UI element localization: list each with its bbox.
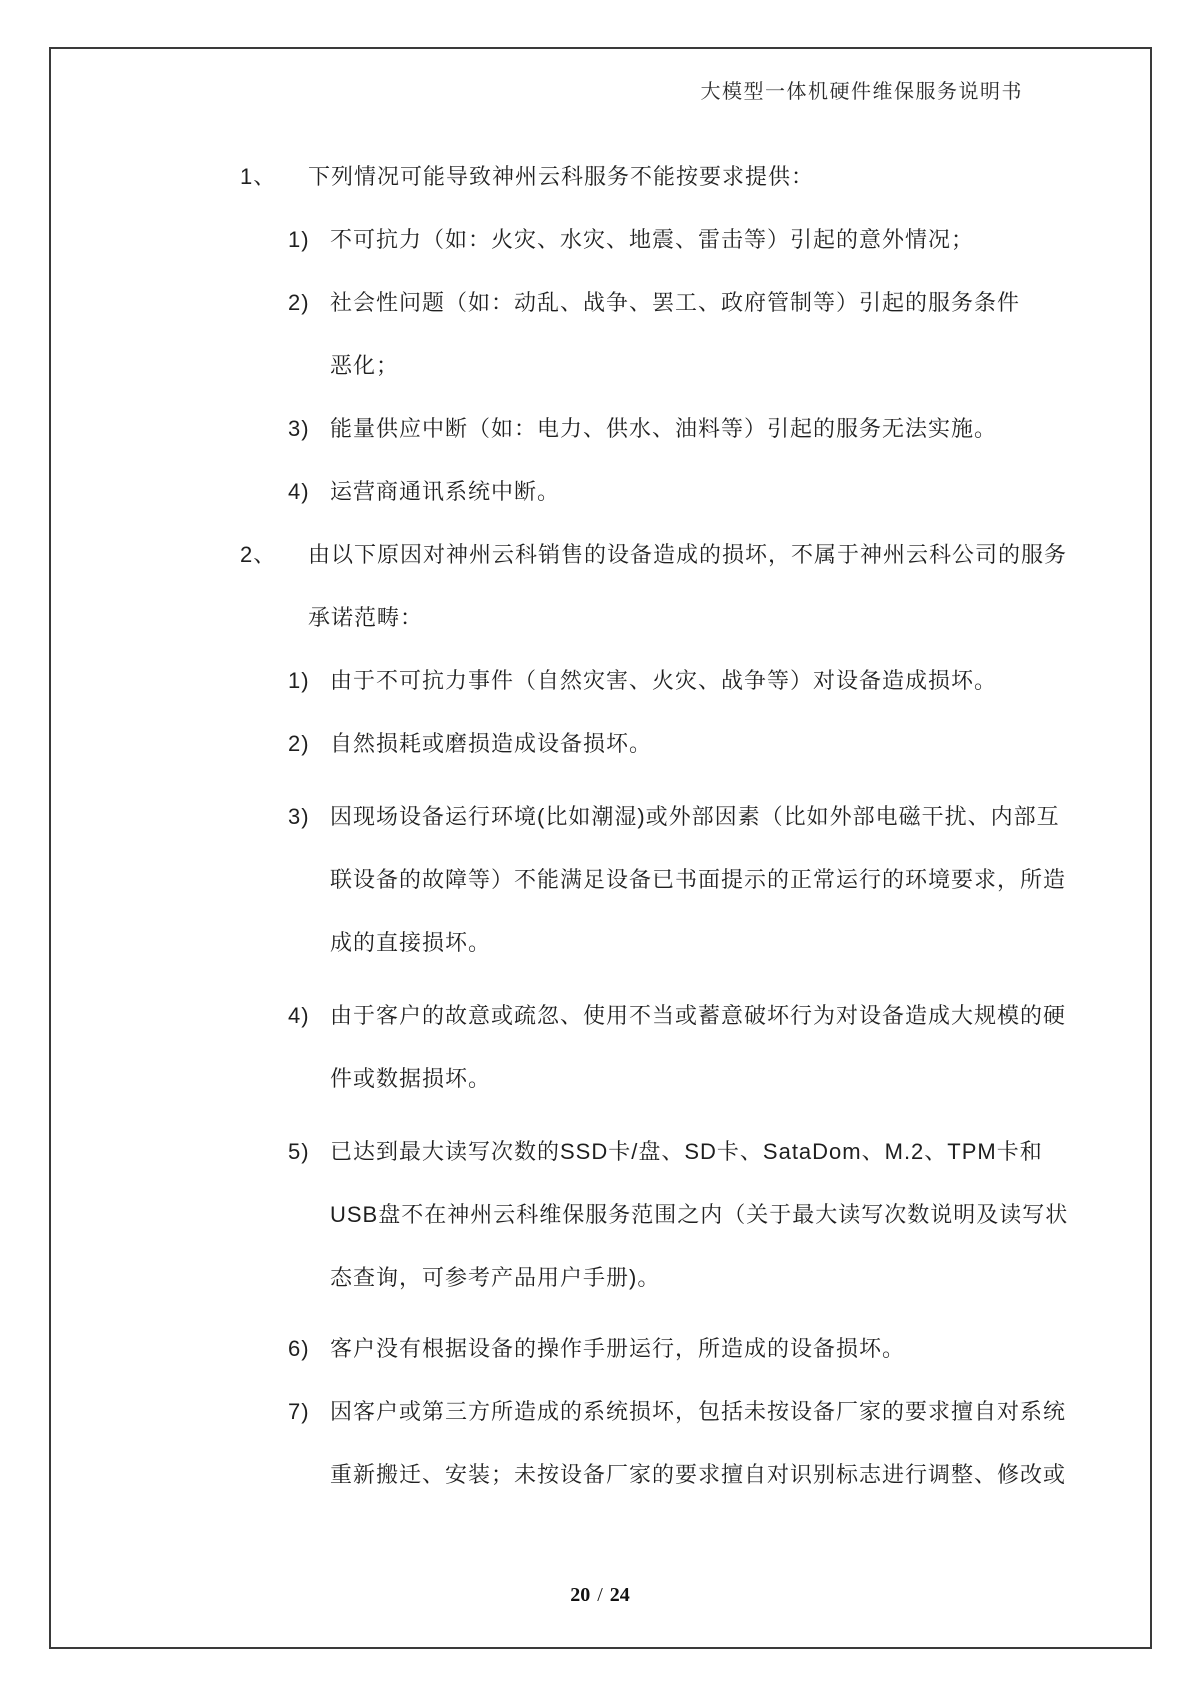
list-item [0,145,1200,208]
list-item-continuation-line [0,334,1200,397]
list-item-text: 已达到最大读写次数的SSD卡/盘、SD卡、SataDom、M.2、TPM卡和 [330,1139,1043,1164]
list-item-text: 恶化； [330,353,400,378]
footer-page-number: 20 [570,1584,591,1606]
document-body [0,145,1200,1506]
list-item-marker: 1、 [240,164,277,189]
list-item-marker: 1) [288,227,310,252]
list-item [0,397,1200,460]
list-item [0,712,1200,775]
list-item-marker: 2) [288,731,310,756]
list-item-text: 运营商通讯系统中断。 [330,479,561,504]
header-title: 大模型一体机硬件维保服务说明书 [700,81,1023,103]
list-item-text: USB盘不在神州云科维保服务范围之内（关于最大读写次数说明及读写状 [330,1202,1069,1227]
list-item-continuation-line [0,1183,1200,1246]
list-item-text: 自然损耗或磨损造成设备损坏。 [330,731,653,756]
list-item [0,1120,1200,1183]
list-item-marker: 3) [288,416,310,441]
list-item [0,785,1200,848]
page-footer [0,1580,1200,1610]
list-item-text: 由于不可抗力事件（自然灾害、火灾、战争等）对设备造成损坏。 [330,668,998,693]
list-item-text: 件或数据损坏。 [330,1066,492,1091]
list-item-continuation-line [0,1047,1200,1110]
list-item-text: 客户没有根据设备的操作手册运行，所造成的设备损坏。 [330,1336,906,1361]
list-item [0,460,1200,523]
list-item-marker: 4) [288,479,310,504]
list-item-text: 由于客户的故意或疏忽、使用不当或蓄意破坏行为对设备造成大规模的硬 [330,1003,1067,1028]
list-item-marker: 3) [288,804,310,829]
list-item [0,208,1200,271]
list-item-text: 社会性问题（如：动乱、战争、罢工、政府管制等）引起的服务条件 [330,290,1021,315]
list-item-text: 联设备的故障等）不能满足设备已书面提示的正常运行的环境要求，所造 [330,867,1067,892]
list-item-text: 因现场设备运行环境(比如潮湿)或外部因素（比如外部电磁干扰、内部互 [330,804,1060,829]
list-item-marker: 5) [288,1139,310,1164]
list-item-marker: 1) [288,668,310,693]
list-item-continuation-line [0,848,1200,911]
list-item [0,649,1200,712]
footer-total-pages: 24 [609,1584,630,1606]
list-item [0,1380,1200,1443]
list-item [0,984,1200,1047]
list-item-text: 成的直接损坏。 [330,930,492,955]
list-item-text: 承诺范畴： [308,605,424,630]
list-item-continuation-line [0,586,1200,649]
list-item-text: 由以下原因对神州云科销售的设备造成的损坏，不属于神州云科公司的服务 [308,542,1068,567]
list-item-text: 不可抗力（如：火灾、水灾、地震、雷击等）引起的意外情况； [330,227,975,252]
list-item [0,271,1200,334]
list-item-text: 重新搬迁、安装；未按设备厂家的要求擅自对识别标志进行调整、修改或 [330,1462,1067,1487]
list-item [0,1317,1200,1380]
list-item-marker: 7) [288,1399,310,1424]
list-item-marker: 2) [288,290,310,315]
list-item-marker: 6) [288,1336,310,1361]
list-item-continuation-line [0,1246,1200,1309]
list-item-text: 因客户或第三方所造成的系统损坏，包括未按设备厂家的要求擅自对系统 [330,1399,1067,1424]
footer-separator: / [597,1584,603,1606]
list-item-marker: 4) [288,1003,310,1028]
list-item-text: 下列情况可能导致神州云科服务不能按要求提供： [308,164,815,189]
list-item-marker: 2、 [240,542,277,567]
list-item-text: 能量供应中断（如：电力、供水、油料等）引起的服务无法实施。 [330,416,998,441]
list-item-text: 态查询，可参考产品用户手册)。 [330,1265,661,1290]
list-item [0,523,1200,586]
list-item-continuation-line [0,911,1200,974]
page-header [0,78,1023,106]
list-item-continuation-line [0,1443,1200,1506]
